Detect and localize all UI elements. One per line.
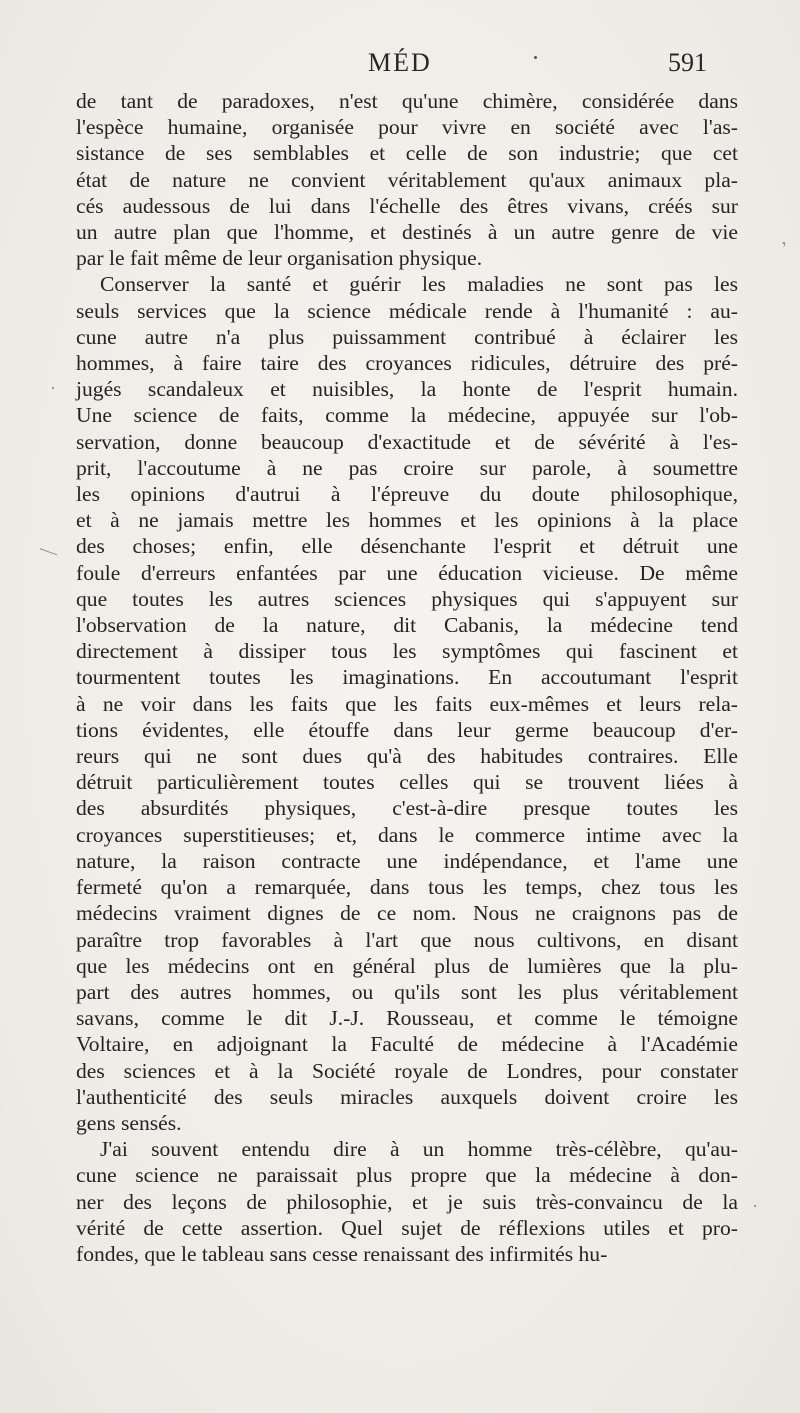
text-line: J'ai souvent entendu dire à un homme très-célèbre, qu'au- bbox=[100, 1137, 738, 1162]
text-line: sistance de ses semblables et celle de son industrie; que cet bbox=[76, 141, 738, 166]
text-line: l'observation de la nature, dit Cabanis, la médecine tend bbox=[76, 613, 738, 638]
text-line: état de nature ne convient véritablement qu'aux animaux pla- bbox=[76, 167, 738, 192]
text-line: tourmentent toutes les imaginations. En accoutumant l'esprit bbox=[76, 665, 738, 690]
running-head: MÉD bbox=[368, 48, 432, 77]
text-line: Une science de faits, comme la médecine, appuyée sur l'ob- bbox=[76, 403, 738, 428]
text-line: cune autre n'a plus puissamment contribué à éclairer les bbox=[76, 324, 738, 349]
text-line: tions évidentes, elle étouffe dans leur germe beaucoup d'er- bbox=[76, 717, 738, 742]
text-line: à ne voir dans les faits que les faits eux-mêmes et leurs rela- bbox=[76, 691, 738, 716]
text-line: directement à dissiper tous les symptômes qui fascinent et bbox=[76, 639, 738, 664]
text-line: que les médecins ont en général plus de lumières que la plu- bbox=[76, 953, 738, 978]
text-line: fondes, que le tableau sans cesse renaissant des infirmités hu- bbox=[76, 1241, 608, 1266]
text-line: hommes, à faire taire des croyances ridicules, détruire des pré- bbox=[76, 351, 738, 376]
text-line: de tant de paradoxes, n'est qu'une chimère, considérée dans bbox=[76, 89, 738, 113]
text-line: croyances superstitieuses; et, dans le commerce intime avec la bbox=[76, 822, 738, 847]
text-line: cune science ne paraissait plus propre que la médecine à don- bbox=[76, 1163, 738, 1188]
text-line: nature, la raison contracte une indépendance, et l'ame une bbox=[76, 848, 738, 873]
text-line: l'espèce humaine, organisée pour vivre en société avec l'as- bbox=[76, 115, 738, 140]
paragraph bbox=[76, 271, 738, 1136]
text-line: détruit particulièrement toutes celles qui se trouvent liées à bbox=[76, 770, 738, 795]
text-line: Conserver la santé et guérir les maladies ne sont pas les bbox=[100, 272, 738, 297]
text-line: des absurdités physiques, c'est-à-dire presque toutes les bbox=[76, 796, 738, 821]
text-line: servation, donne beaucoup d'exactitude et de sévérité à l'es- bbox=[76, 429, 738, 454]
text-line: fermeté qu'on a remarquée, dans tous les temps, chez tous les bbox=[76, 875, 738, 900]
text-line: part des autres hommes, ou qu'ils sont les plus véritablement bbox=[76, 979, 738, 1004]
text-line: Voltaire, en adjoignant la Faculté de médecine à l'Académie bbox=[76, 1032, 738, 1057]
paragraph bbox=[76, 1136, 738, 1267]
text-line: seuls services que la science médicale rende à l'humanité : au- bbox=[76, 298, 738, 323]
text-line: reurs qui ne sont dues qu'à des habitudes contraires. Elle bbox=[76, 744, 738, 769]
text-line: savans, comme le dit J.-J. Rousseau, et comme le témoigne bbox=[76, 1006, 738, 1031]
text-line: et à ne jamais mettre les hommes et les opinions à la place bbox=[76, 508, 738, 533]
ink-speck bbox=[534, 56, 537, 59]
text-line: foule d'erreurs enfantées par une éducation vicieuse. De même bbox=[76, 560, 738, 585]
text-line: ner des leçons de philosophie, et je suis très-convaincu de la bbox=[76, 1189, 738, 1214]
margin-mark: — bbox=[37, 537, 62, 563]
body-text bbox=[76, 88, 738, 1267]
text-line: des choses; enfin, elle désenchante l'esprit et détruit une bbox=[76, 534, 738, 559]
text-line: vérité de cette assertion. Quel sujet de réflexions utiles et pro- bbox=[76, 1215, 738, 1240]
margin-mark: · bbox=[50, 378, 56, 398]
text-line: gens sensés. bbox=[76, 1110, 182, 1135]
text-line: jugés scandaleux et nuisibles, la honte de l'esprit humain. bbox=[76, 377, 738, 402]
text-line: l'authenticité des seuls miracles auxquels doivent croire les bbox=[76, 1084, 738, 1109]
paragraph bbox=[76, 88, 738, 271]
page-number: 591 bbox=[668, 48, 707, 77]
text-line: médecins vraiment dignes de ce nom. Nous ne craignons pas de bbox=[76, 901, 738, 926]
text-line: que toutes les autres sciences physiques qui s'appuyent sur bbox=[76, 586, 738, 611]
text-line: cés audessous de lui dans l'échelle des êtres vivans, créés sur bbox=[76, 193, 738, 218]
margin-mark: · bbox=[752, 1196, 758, 1216]
page-header bbox=[0, 48, 800, 84]
text-line: les opinions d'autrui à l'épreuve du doute philosophique, bbox=[76, 482, 738, 507]
text-line: par le fait même de leur organisation physique. bbox=[76, 246, 483, 271]
text-line: un autre plan que l'homme, et destinés à un autre genre de vie bbox=[76, 220, 738, 245]
text-line: prit, l'accoutume à ne pas croire sur parole, à soumettre bbox=[76, 455, 738, 480]
text-line: paraître trop favorables à l'art que nous cultivons, en disant bbox=[76, 927, 738, 952]
margin-mark: , bbox=[776, 227, 788, 249]
text-line: des sciences et à la Société royale de Londres, pour constater bbox=[76, 1058, 738, 1083]
